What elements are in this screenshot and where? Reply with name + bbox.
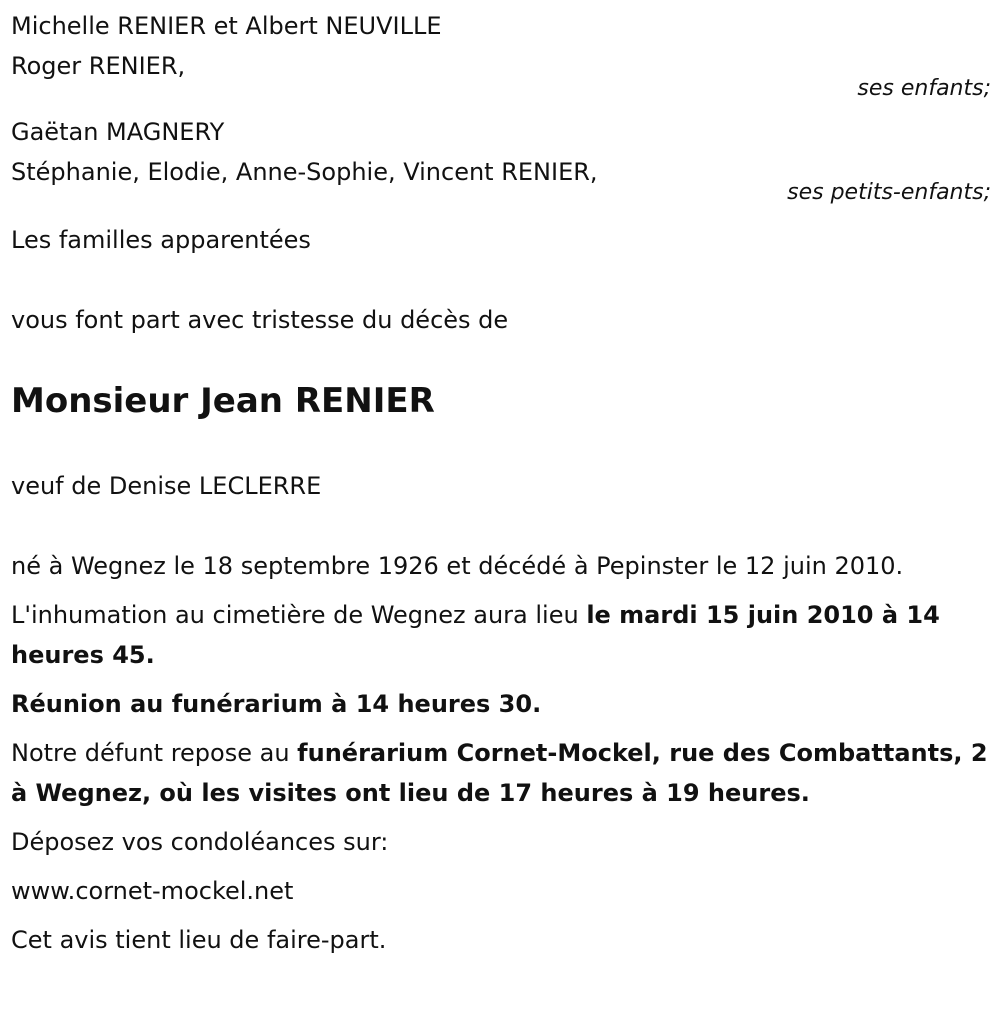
relatives-line: Les familles apparentées [11,226,311,254]
repose-paragraph [11,733,991,813]
widower-line: veuf de Denise LECLERRE [11,472,322,500]
grandchildren-note: ses petits-enfants; [787,180,991,205]
children-note: ses enfants; [857,76,991,101]
condolences-label: Déposez vos condoléances sur: [11,828,389,856]
birth-death-line: né à Wegnez le 18 septembre 1926 et décédé à Pepinster le 12 juin 2010. [11,552,904,580]
burial-paragraph [11,595,991,675]
closing-line: Cet avis tient lieu de faire-part. [11,926,387,954]
announcement-line: vous font part avec tristesse du décès de [11,306,509,334]
grandchildren-line-1: Gaëtan MAGNERY [11,118,225,146]
children-line-2: Roger RENIER, [11,52,186,80]
deceased-name: Monsieur Jean RENIER [11,381,435,421]
meeting-line: Réunion au funérarium à 14 heures 30. [11,690,542,718]
repose-lead: Notre défunt repose au [11,739,298,767]
grandchildren-line-2: Stéphanie, Elodie, Anne-Sophie, Vincent RENIER, [11,158,598,186]
burial-lead: L'inhumation au cimetière de Wegnez aura lieu [11,601,587,629]
children-line-1: Michelle RENIER et Albert NEUVILLE [11,12,442,40]
obituary-notice [11,6,991,960]
repose-location: funérarium Cornet-Mockel, rue des Combattants, 2 à Wegnez, où les visites ont lieu de 17 heures à 19 heures. [11,739,988,807]
burial-date-time: le mardi 15 juin 2010 à 14 heures 45. [11,601,940,669]
condolences-website[interactable]: www.cornet-mockel.net [11,877,294,905]
